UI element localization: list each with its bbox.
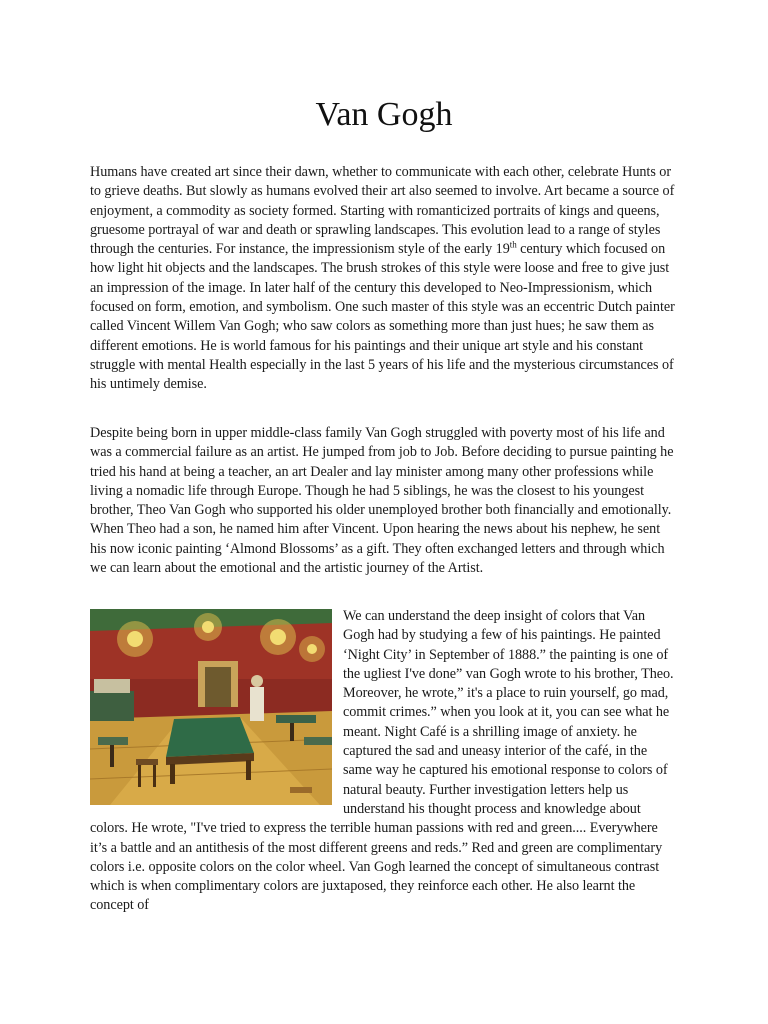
paragraph-night-cafe xyxy=(90,607,678,916)
paragraph-biography: Despite being born in upper middle-class family Van Gogh struggled with poverty most of his life and was a commercial failure as an artist. He jumped from job to Job. Before deciding to pursue painting he tried his hand at being a teacher, an art Dealer and lay minister among many other professions while living a nomadic life through Europe. Though he had 5 siblings, he was the closest to his youngest brother, Theo Van Gogh who supported his older unemployed brother both financially and emotionally. When Theo had a son, he named him after Vincent. Upon hearing the news about his nephew, he sent his now iconic painting ‘Almond Blossoms’ as a gift. They often exchanged letters and through which we can learn about the emotional and the artistic journey of the Artist. xyxy=(90,425,674,577)
paragraph-intro-text-b: century which focused on how light hit objects and the landscapes. The brush strokes of this style were loose and free to give just an impression of the image. In later half of the century this developed to Neo-Impressionism, which focused on form, emotion, and symbolism. One such master of this style was an eccentric Dutch painter called Vincent Willem Van Gogh; who saw colors as something more than just hues; he saw them as different emotions. He is world famous for his paintings and their unique art style and his constant struggle with mental Health especially in the last 5 years of his life and the mysterious circumstances of his untimely demise. xyxy=(90,241,675,393)
paragraph-intro xyxy=(90,163,678,395)
superscript-th: th xyxy=(509,239,517,250)
paragraph-night-cafe-text: We can understand the deep insight of colors that Van Gogh had by studying a few of his paintings. He painted ‘Night City’ in September of 1888.” the painting is one of the ugliest I've done” van Gogh wrote to his brother, Theo. Moreover, he wrote,” it's a place to ruin yourself, go mad, commit crimes.” when you look at it, you can see what he meant. Night Café is a shrilling image of anxiety. he captured the sad and uneasy interior of the café, in the same way he captured his emotional response to colors of natural beauty. Further investigation letters help us understand his thought process and knowledge about colors. He wrote, "I've tried to express the terrible human passions with red and green.... Everywhere it’s a battle and an antithesis of the most different greens and reds.” Red and green are complimentary colors i.e. opposite colors on the color wheel. Van Gogh learned the concept of simultaneous contrast which is when complimentary colors are juxtaposed, they reinforce each other. He also learnt the concept of xyxy=(90,608,674,914)
page-title: Van Gogh xyxy=(315,96,453,133)
paragraph-intro-text-a: Humans have created art since their dawn, whether to communicate with each other, celebrate Hunts or to grieve deaths. But slowly as humans evolved their art also seemed to involve. Art became a source of enjoyment, a commodity as society formed. Starting with romanticized portraits of kings and queens, gruesome portrayal of war and death or sprawling landscapes. This evolution lead to a range of styles through the centuries. For instance, the impressionism style of the early 19 xyxy=(90,164,675,258)
night-cafe-painting xyxy=(90,609,332,805)
